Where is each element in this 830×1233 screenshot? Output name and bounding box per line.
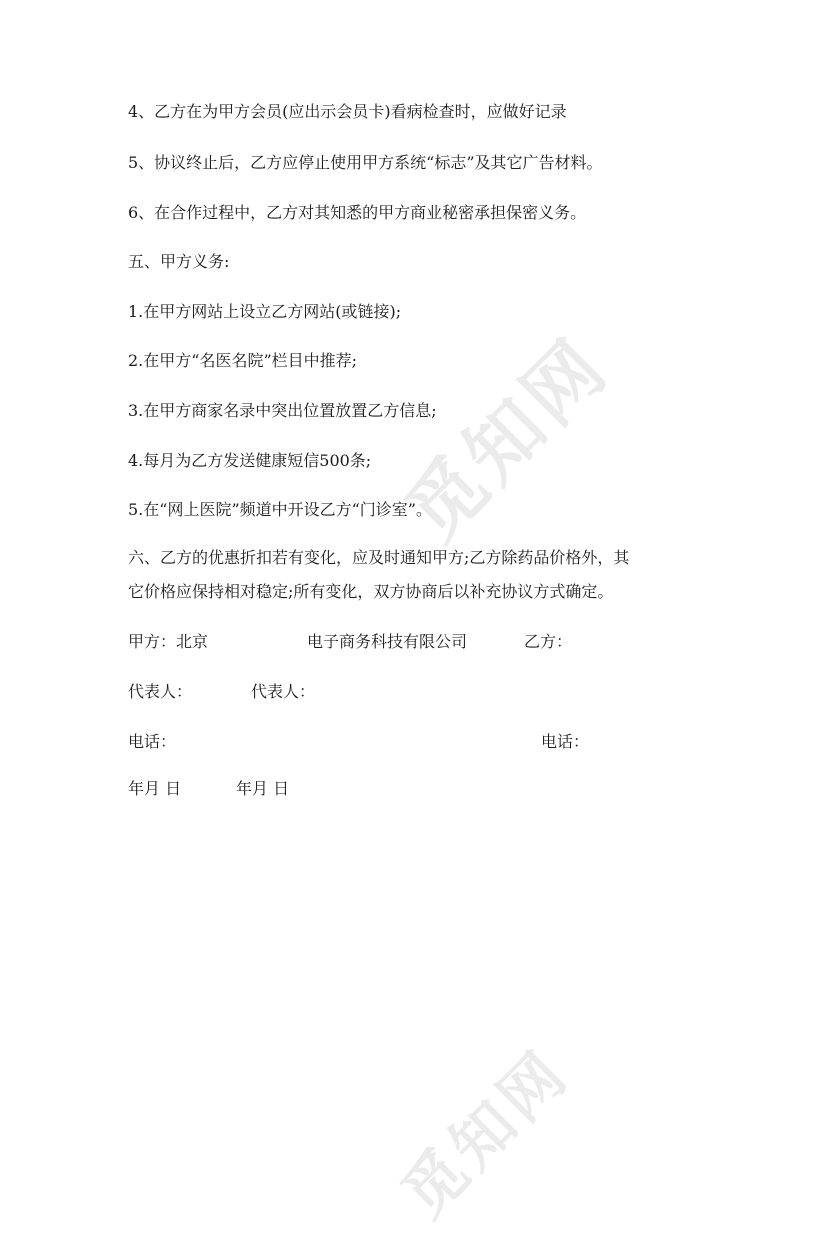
section-6-line-1: 六、乙方的优惠折扣若有变化，应及时通知甲方;乙方除药品价格外，其 [128, 548, 630, 567]
section-5-item-3: 3.在甲方商家名录中突出位置放置乙方信息; [128, 401, 437, 420]
section-5-heading: 五、甲方义务: [128, 252, 230, 271]
section-5-item-1: 1.在甲方网站上设立乙方网站(或链接); [128, 302, 402, 321]
clause-5: 5、协议终止后，乙方应停止使用甲方系统“标志”及其它广告材料。 [128, 153, 603, 172]
clause-6: 6、在合作过程中，乙方对其知悉的甲方商业秘密承担保密义务。 [128, 203, 587, 222]
representative-a-label: 代表人： [128, 682, 193, 701]
watermark: 觅知网 [387, 1035, 584, 1231]
section-6-line-2: 它价格应保持相对稳定;所有变化，双方协商后以补充协议方式确定。 [128, 582, 614, 601]
party-a-label: 甲方：北京 [128, 632, 209, 651]
date-b-label: 年月 日 [236, 779, 290, 798]
section-5-item-4: 4.每月为乙方发送健康短信500条; [128, 451, 372, 470]
clause-4: 4、乙方在为甲方会员(应出示会员卡)看病检查时，应做好记录 [128, 102, 567, 121]
phone-a-label: 电话： [128, 732, 177, 751]
section-5-item-5: 5.在“网上医院”频道中开设乙方“门诊室”。 [128, 500, 432, 519]
party-b-label: 乙方： [524, 632, 573, 651]
phone-b-label: 电话： [541, 732, 590, 751]
party-a-company: 电子商务科技有限公司 [307, 632, 468, 651]
date-a-label: 年月 日 [128, 779, 182, 798]
watermark: 觅知网 [388, 320, 626, 558]
section-5-item-2: 2.在甲方“名医名院”栏目中推荐; [128, 351, 358, 370]
representative-b-label: 代表人： [251, 682, 316, 701]
